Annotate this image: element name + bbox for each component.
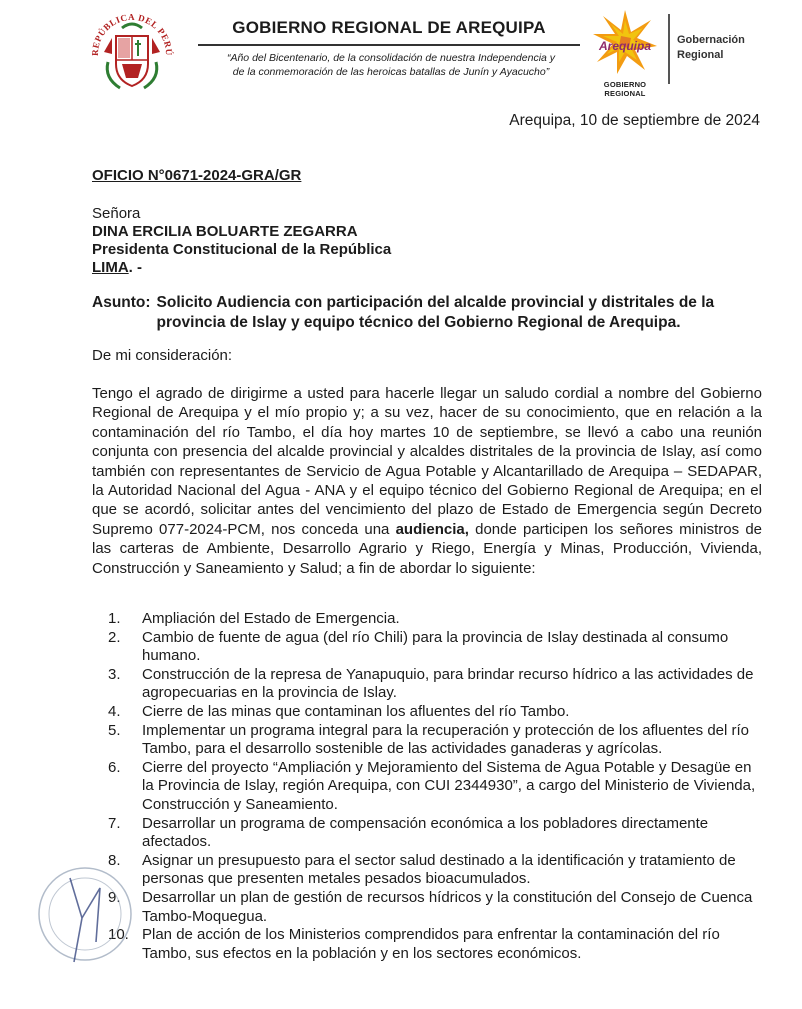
list-item-text: Desarrollar un programa de compensación económica a los pobladores directamente afectados. <box>142 814 709 851</box>
list-item <box>108 703 762 722</box>
body-paragraph <box>92 384 762 578</box>
recipient-city: LIMA <box>92 259 129 276</box>
greeting: De mi consideración: <box>92 347 233 364</box>
motto-line-2: de la conmemoración de las heroicas batallas de Junín y Ayacucho” <box>232 66 550 78</box>
arequipa-logo-icon <box>586 6 664 88</box>
list-item <box>108 926 762 963</box>
list-item-text: Implementar un programa integral para la recuperación y protección de los afluentes del río Tambo, para el desarrollo sostenible de las actividades ganaderas y agrícolas. <box>142 721 750 758</box>
list-item <box>108 666 762 703</box>
list-item-text: Cierre del proyecto “Ampliación y Mejoramiento del Sistema de Agua Potable y Desagüe en la Provincia de Islay, región Arequipa, con CUI 2344930”, a cargo del Ministerio de Vivienda, Construcción y Saneamiento. <box>142 758 756 813</box>
list-item-number: 3. <box>108 665 121 683</box>
list-item <box>108 629 762 666</box>
request-list <box>108 610 762 963</box>
list-item-text: Asignar un presupuesto para el sector salud destinado a la identificación y tratamiento de personas que presenten metales pesados bioacumulados. <box>142 851 736 888</box>
list-item-number: 4. <box>108 702 121 720</box>
recipient-salutation: Señora <box>92 205 141 222</box>
subject-label: Asunto: <box>92 294 151 311</box>
subject-text: Solicito Audiencia con participación del alcalde provincial y distritales de la provincia de Islay y equipo técnico del Gobierno Regional de Arequipa. <box>156 294 715 331</box>
recipient-city-line <box>92 259 391 277</box>
header-motto <box>196 51 586 79</box>
list-item-text: Plan de acción de los Ministerios comprendidos para enfrentar la contaminación del río Tambo, sus efectos en la población y en los sectores económicos. <box>142 926 720 962</box>
list-item <box>108 889 762 926</box>
list-item-number: 8. <box>108 851 121 869</box>
list-item-text: Construcción de la represa de Yanapuquio, para brindar recurso hídrico a las actividades de agropecuarias en la provincia de Islay. <box>142 665 754 702</box>
crest-ring-text: REPÚBLICA DEL PERÚ <box>89 11 175 57</box>
list-item-number: 5. <box>108 721 121 739</box>
official-seal-icon <box>30 858 140 973</box>
list-item <box>108 722 762 759</box>
list-item <box>108 610 762 629</box>
gobernacion-label <box>677 33 745 63</box>
list-item-number: 10. <box>108 926 129 944</box>
recipient-name: DINA ERCILIA BOLUARTE ZEGARRA <box>92 223 358 240</box>
list-item-number: 6. <box>108 758 121 776</box>
list-item-number: 2. <box>108 628 121 646</box>
list-item <box>108 815 762 852</box>
logo-word: Arequipa <box>598 39 652 53</box>
header-divider <box>198 44 580 46</box>
list-item-text: Cambio de fuente de agua (del río Chili) para la provincia de Islay destinada al consumo humano. <box>142 628 729 665</box>
list-item-number: 9. <box>108 888 121 906</box>
recipient-role: Presidenta Constitucional de la República <box>92 241 392 258</box>
peru-coat-of-arms-icon <box>86 4 178 96</box>
motto-line-1: “Año del Bicentenario, de la consolidación de nuestra Independencia y <box>226 52 556 64</box>
body-text-bold: audiencia, <box>395 520 469 538</box>
subject-block <box>92 293 752 333</box>
gob-line-2: Regional <box>677 49 724 61</box>
list-item <box>108 759 762 815</box>
list-item-text: Cierre de las minas que contaminan los afluentes del río Tambo. <box>142 702 570 720</box>
header-vertical-divider <box>668 14 670 84</box>
list-item-text: Desarrollar un plan de gestión de recursos hídricos y la constitución del Consejo de Cuenca Tambo-Moquegua. <box>142 888 753 925</box>
recipient-block <box>92 205 391 277</box>
body-text-before: Tengo el agrado de dirigirme a usted para hacerle llegar un saludo cordial a nombre del Gobierno Regional de Arequipa y el mío propio y; a su vez, hacer de su conocimiento, que en relación a la contaminación del río Tambo, el día hoy martes 10 de septiembre, se llevó a cabo una reunión conjunta con presencia del alcalde provincial y alcaldes distritales de la provincia de Islay, así como también con representantes de Servicio de Agua Potable y Alcantarillado de Arequipa – SEDAPAR, la Autoridad Nacional del Agua - ANA y el equipo técnico del Gobierno Regional de Arequipa; en el que se acordó, solicitar antes del vencimiento del plazo de Estado de Emergencia según Decreto Supremo 077-2024-PCM, nos conceda una <box>92 385 762 538</box>
logo-caption: GOBIERNO REGIONAL <box>603 80 647 98</box>
list-item-number: 1. <box>108 610 121 627</box>
list-item-text: Ampliación del Estado de Emergencia. <box>142 610 400 627</box>
body-text-after: donde participen los señores ministros de las carteras de Ambiente, Desarrollo Agrario y Riego, Energía y Minas, Producción, Vivienda, Construcción y Saneamiento y Salud; a fin de abordar lo siguiente: <box>92 520 763 577</box>
list-item-number: 7. <box>108 814 121 832</box>
gob-line-1: Gobernación <box>677 34 745 46</box>
list-item <box>108 852 762 889</box>
oficio-number: OFICIO N°0671-2024-GRA/GR <box>92 167 302 184</box>
header-title: GOBIERNO REGIONAL DE AREQUIPA <box>232 18 546 37</box>
recipient-city-suffix: . - <box>128 259 143 276</box>
letter-date: Arequipa, 10 de septiembre de 2024 <box>509 112 760 129</box>
